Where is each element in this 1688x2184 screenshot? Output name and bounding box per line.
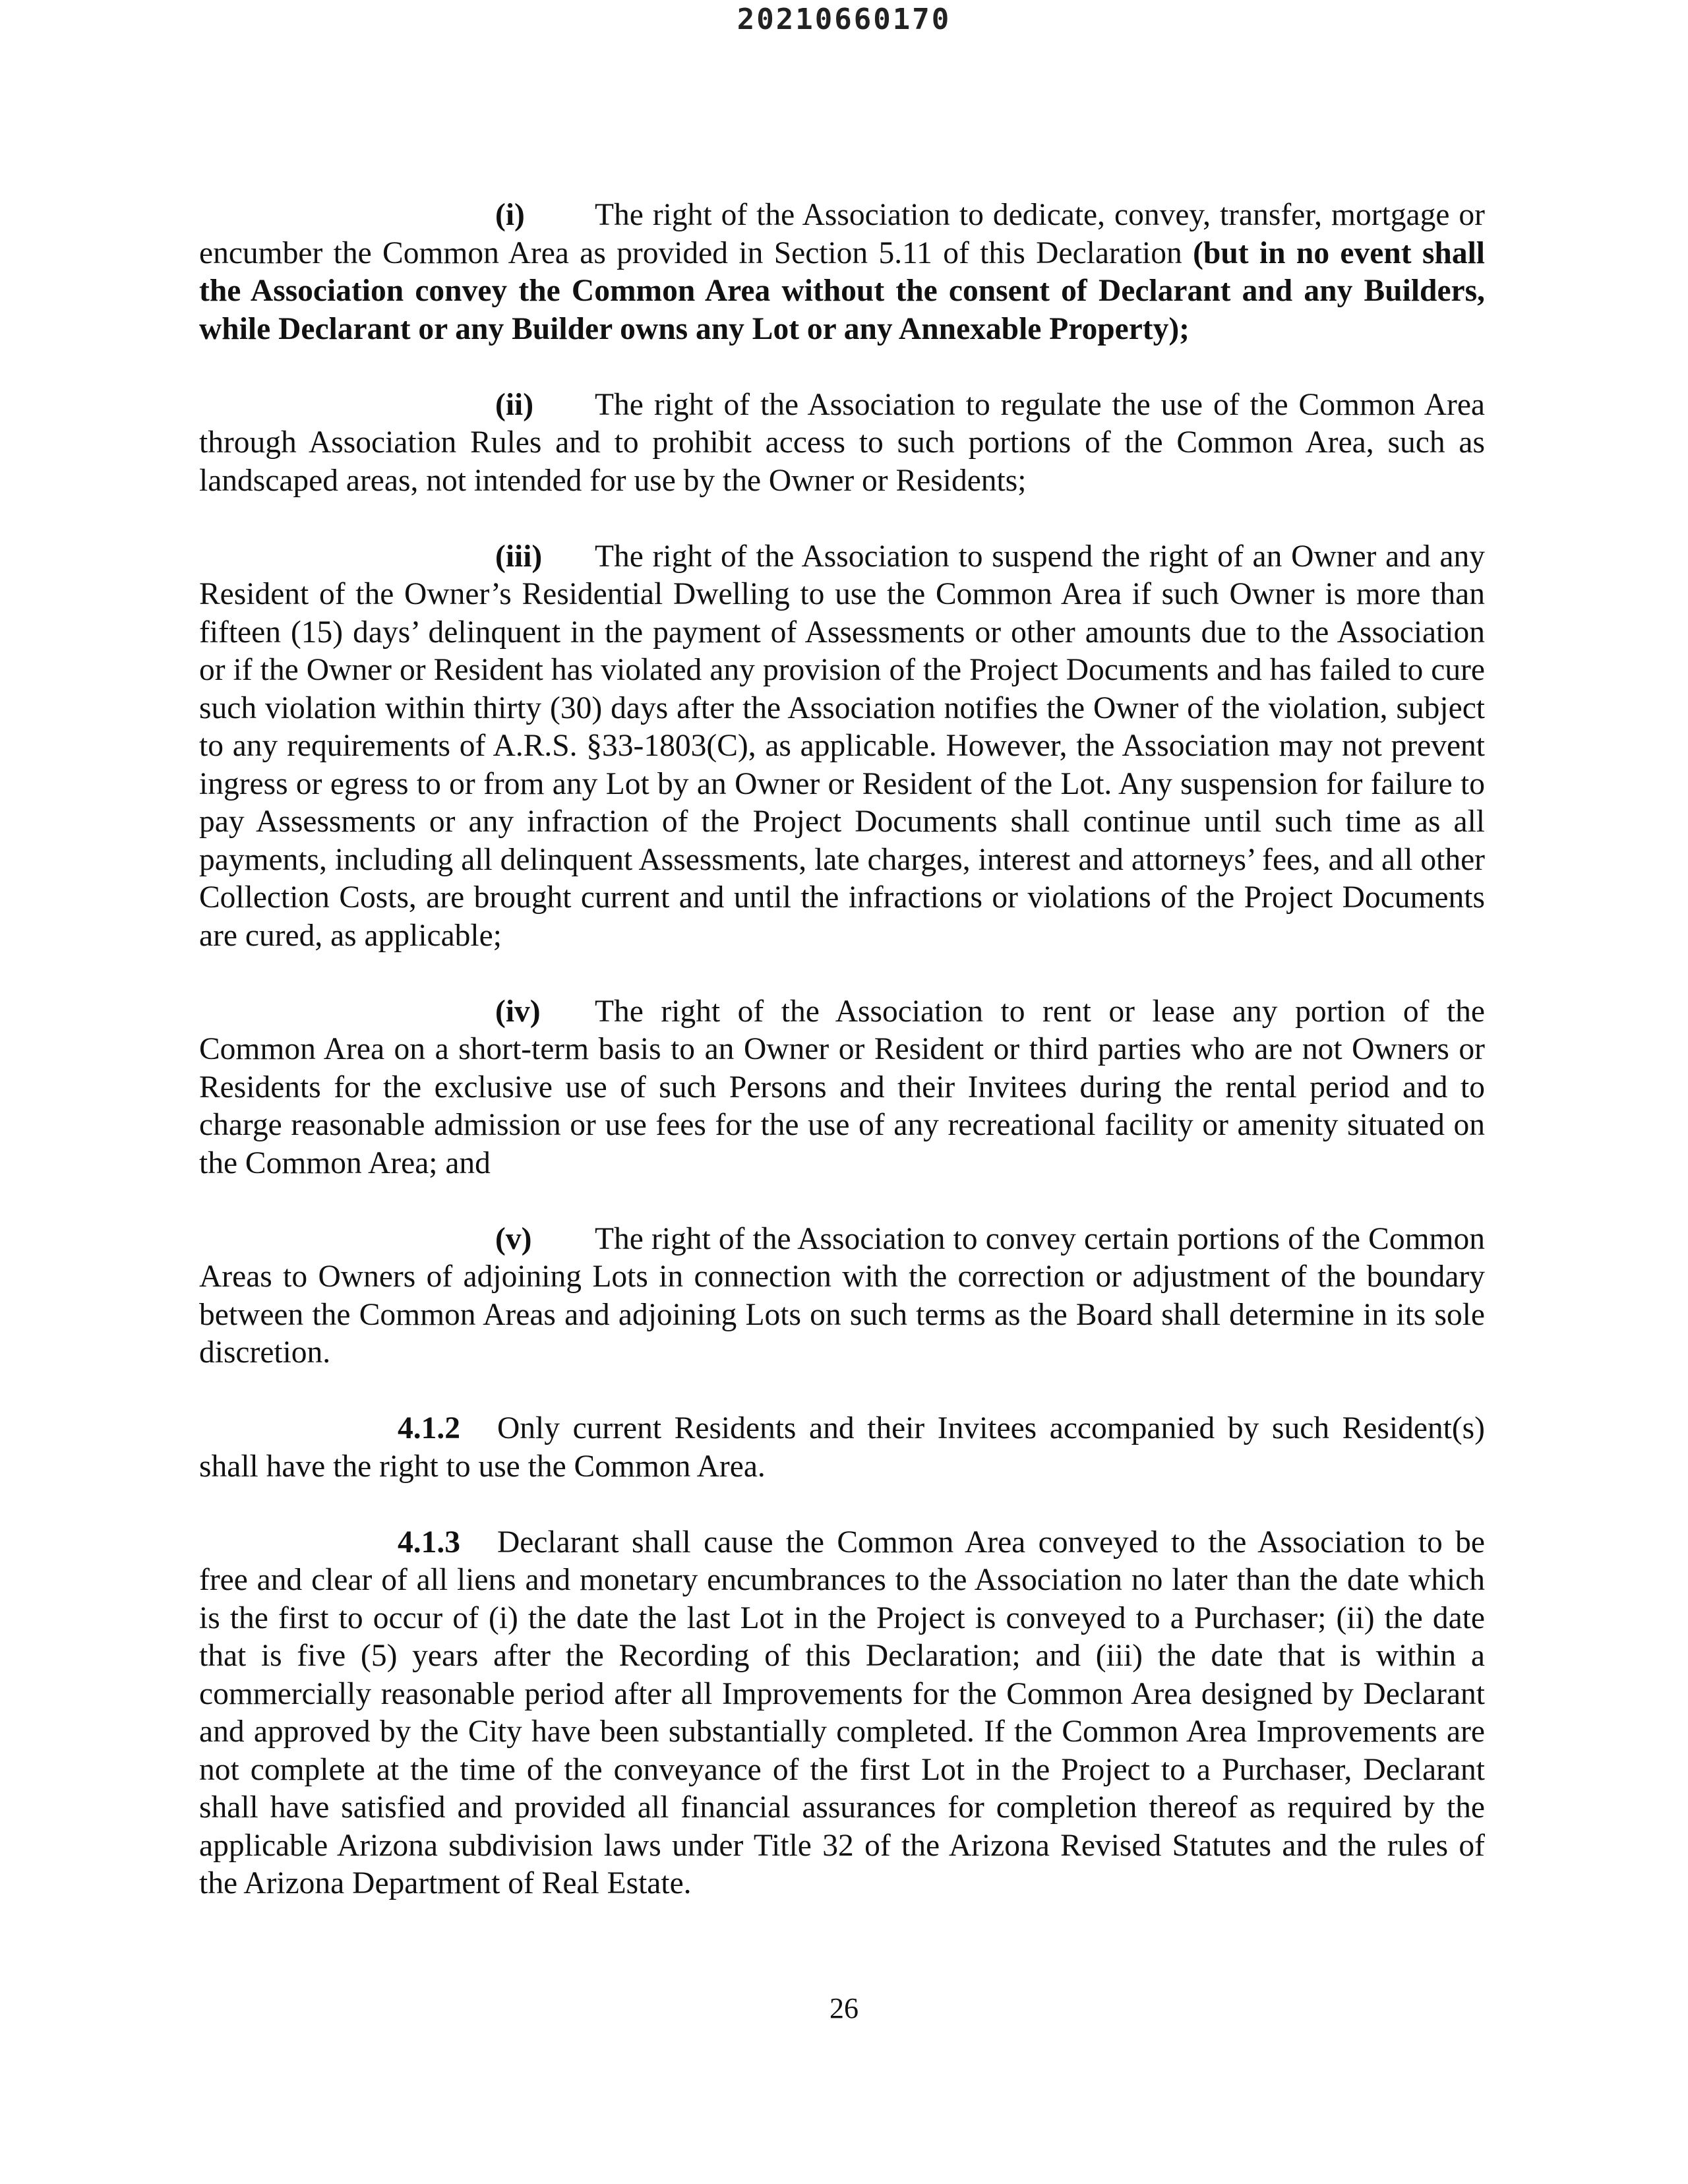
paragraph-text: The right of the Association to suspend the right of an Owner and any Resident of the Owner’s Residential Dwelling to use the Common Area if such Owner is more than fifteen (15) days’ delinquent in the payment of Assessments or other amounts due to the Association or if the Owner or Resident has violated any provision of the Project Documents and has failed to cure such violation within thirty (30) days after the Association notifies the Owner of the violation, subject to any requirements of A.R.S. §33-1803(C), as applicable. However, the Association may not prevent ingress or egress to or from any Lot by an Owner or Resident of the Lot. Any suspension for failure to pay Assessments or any infraction of the Project Documents shall continue until such time as all payments, including all delinquent Assessments, late charges, interest and attorneys’ fees, and all other Collection Costs, are brought current and until the infractions or violations of the Project Documents are cured, as applicable; (199, 539, 1485, 953)
section-4-1-3 (199, 1524, 1485, 1903)
section-marker: 4.1.3 (398, 1525, 460, 1560)
paragraph-marker: (iv) (495, 994, 541, 1029)
section-text: Only current Residents and their Invitees accompanied by such Resident(s) shall have the right to use the Common Area. (199, 1411, 1485, 1484)
paragraph-bold-text: (but in no event shall the Association convey the Common Area without the consent of Declarant and any Builders, while Declarant or any Builder owns any Lot or any Annexable Property); (199, 235, 1485, 346)
section-marker: 4.1.2 (398, 1411, 460, 1445)
document-number: 20210660170 (737, 3, 951, 36)
paragraph-v (199, 1221, 1485, 1372)
paragraph-text: The right of the Association to dedicate, convey, transfer, mortgage or encumber the Common Area as provided in Section 5.11 of this Declaration (199, 198, 1485, 270)
section-4-1-2 (199, 1410, 1485, 1486)
paragraph-ii (199, 386, 1485, 501)
paragraph-text: The right of the Association to convey certain portions of the Common Areas to Owners of adjoining Lots in connection with the correction or adjustment of the boundary between the Common Areas and adjoining Lots on such terms as the Board shall determine in its sole discretion. (199, 1221, 1485, 1370)
page-number: 26 (829, 1992, 859, 2024)
paragraph-text: The right of the Association to regulate the use of the Common Area through Association Rules and to prohibit access to such portions of the Common Area, such as landscaped areas, not intended for use by the Owner or Residents; (199, 387, 1485, 498)
section-text: Declarant shall cause the Common Area conveyed to the Association to be free and clear of all liens and monetary encumbrances to the Association no later than the date which is the first to occur of (i) the date the last Lot in the Project is conveyed to a Purchaser; (ii) the date that is five (5) years after the Recording of this Declaration; and (iii) the date that is within a commercially reasonable period after all Improvements for the Common Area designed by Declarant and approved by the City have been substantially completed. If the Common Area Improvements are not complete at the time of the conveyance of the first Lot in the Project to a Purchaser, Declarant shall have satisfied and provided all financial assurances for completion thereof as required by the applicable Arizona subdivision laws under Title 32 of the Arizona Revised Statutes and the rules of the Arizona Department of Real Estate. (199, 1525, 1485, 1900)
paragraph-marker: (ii) (495, 387, 534, 422)
paragraph-marker: (i) (495, 198, 525, 232)
paragraph-text: The right of the Association to rent or lease any portion of the Common Area on a short-term basis to an Owner or Resident or third parties who are not Owners or Residents for the exclusive use of such Persons and their Invitees during the rental period and to charge reasonable admission or use fees for the use of any recreational facility or amenity situated on the Common Area; and (199, 994, 1485, 1180)
paragraph-marker: (v) (495, 1221, 532, 1256)
paragraph-iv (199, 993, 1485, 1183)
paragraph-i (199, 197, 1485, 348)
paragraph-marker: (iii) (495, 539, 543, 574)
paragraph-iii (199, 538, 1485, 956)
document-body (199, 197, 1485, 1941)
